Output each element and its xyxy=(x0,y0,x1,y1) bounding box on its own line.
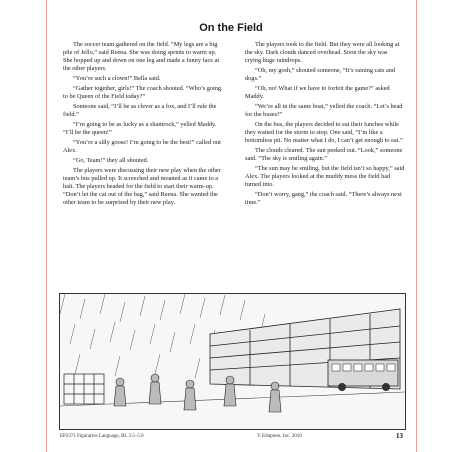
footer-product-code: EP3371 Figurative Language, RL 3.5–5.0 xyxy=(60,434,144,439)
paragraph: The players were discussing their new play when the other team’s bus pulled up. It screeched and moaned as it came to a halt. The players headed for the field to start their warm-up. “Don’t let the cat out of the bag,” said Reena. She wanted the other team to be surprised by their new play. xyxy=(63,167,221,206)
rainy-field-illustration xyxy=(59,293,406,430)
story-column-right xyxy=(245,41,405,209)
paragraph: The players took to the field. But they were all looking at the sky. Dark clouds danced overhead. Soon the sky was crying huge raindrops. xyxy=(245,41,400,64)
paragraph: “Gather together, girls!” The coach shouted. “Who’s going to be Queen of the Field today?” xyxy=(63,85,222,100)
paragraph: “We’re all in the same boat,” yelled the coach. “Let’s head for the buses!” xyxy=(245,103,403,118)
paragraph: “Oh, no! What if we have to forfeit the game?” asked Maddy. xyxy=(245,85,390,100)
paragraph: “You’re such a clown!” Bella said. xyxy=(73,75,161,82)
paragraph: Someone said, “I’ll be as clever as a fox, and I’ll rule the field.” xyxy=(63,103,217,118)
margin-line-right xyxy=(416,0,417,452)
paragraph: On the bus, the players decided to eat their lunches while they waited for the storm to stop. One said, “I’m like a bottomless pit. No matter what I do, I can’t get enough to eat.” xyxy=(245,121,403,144)
paragraph: The soccer team gathered on the field. “My legs are a big pile of Jello,” said Reena. She was doing sprints to warm up. She hopped up and down on one leg and made a funny face at the other players. xyxy=(63,41,220,72)
page-title: On the Field xyxy=(199,22,263,34)
story-column-left xyxy=(63,41,223,209)
illustration-drawing xyxy=(60,294,405,429)
paragraph: “You’re a silly goose! I’m going to be the best!” called out Alex. xyxy=(63,139,221,154)
soccer-goal xyxy=(64,374,104,404)
paragraph: “Oh, my gosh,” shouted someone, “It’s raining cats and dogs.” xyxy=(245,67,396,82)
paragraph: “The sun may be smiling, but the field isn’t so happy,” said Alex. The players looked at the muddy mess the field had turned into. xyxy=(245,165,405,188)
page-number: 13 xyxy=(396,432,403,440)
paragraph: “Don’t worry, gang,” the coach said. “There’s always next time.” xyxy=(245,191,402,206)
school-bus xyxy=(328,360,398,391)
paragraph: The clouds cleared. The sun peeked out. “Look,” someone said. “The sky is smiling again.” xyxy=(245,147,403,162)
footer-copyright: © Edupress, Inc. 2010 xyxy=(257,434,302,439)
paragraph: “I’m going to be as lucky as a shamrock,” yelled Maddy. “I’ll be the queen!” xyxy=(63,121,217,136)
paragraph: “Go, Team!” they all shouted. xyxy=(73,157,149,164)
margin-line-left xyxy=(46,0,47,452)
